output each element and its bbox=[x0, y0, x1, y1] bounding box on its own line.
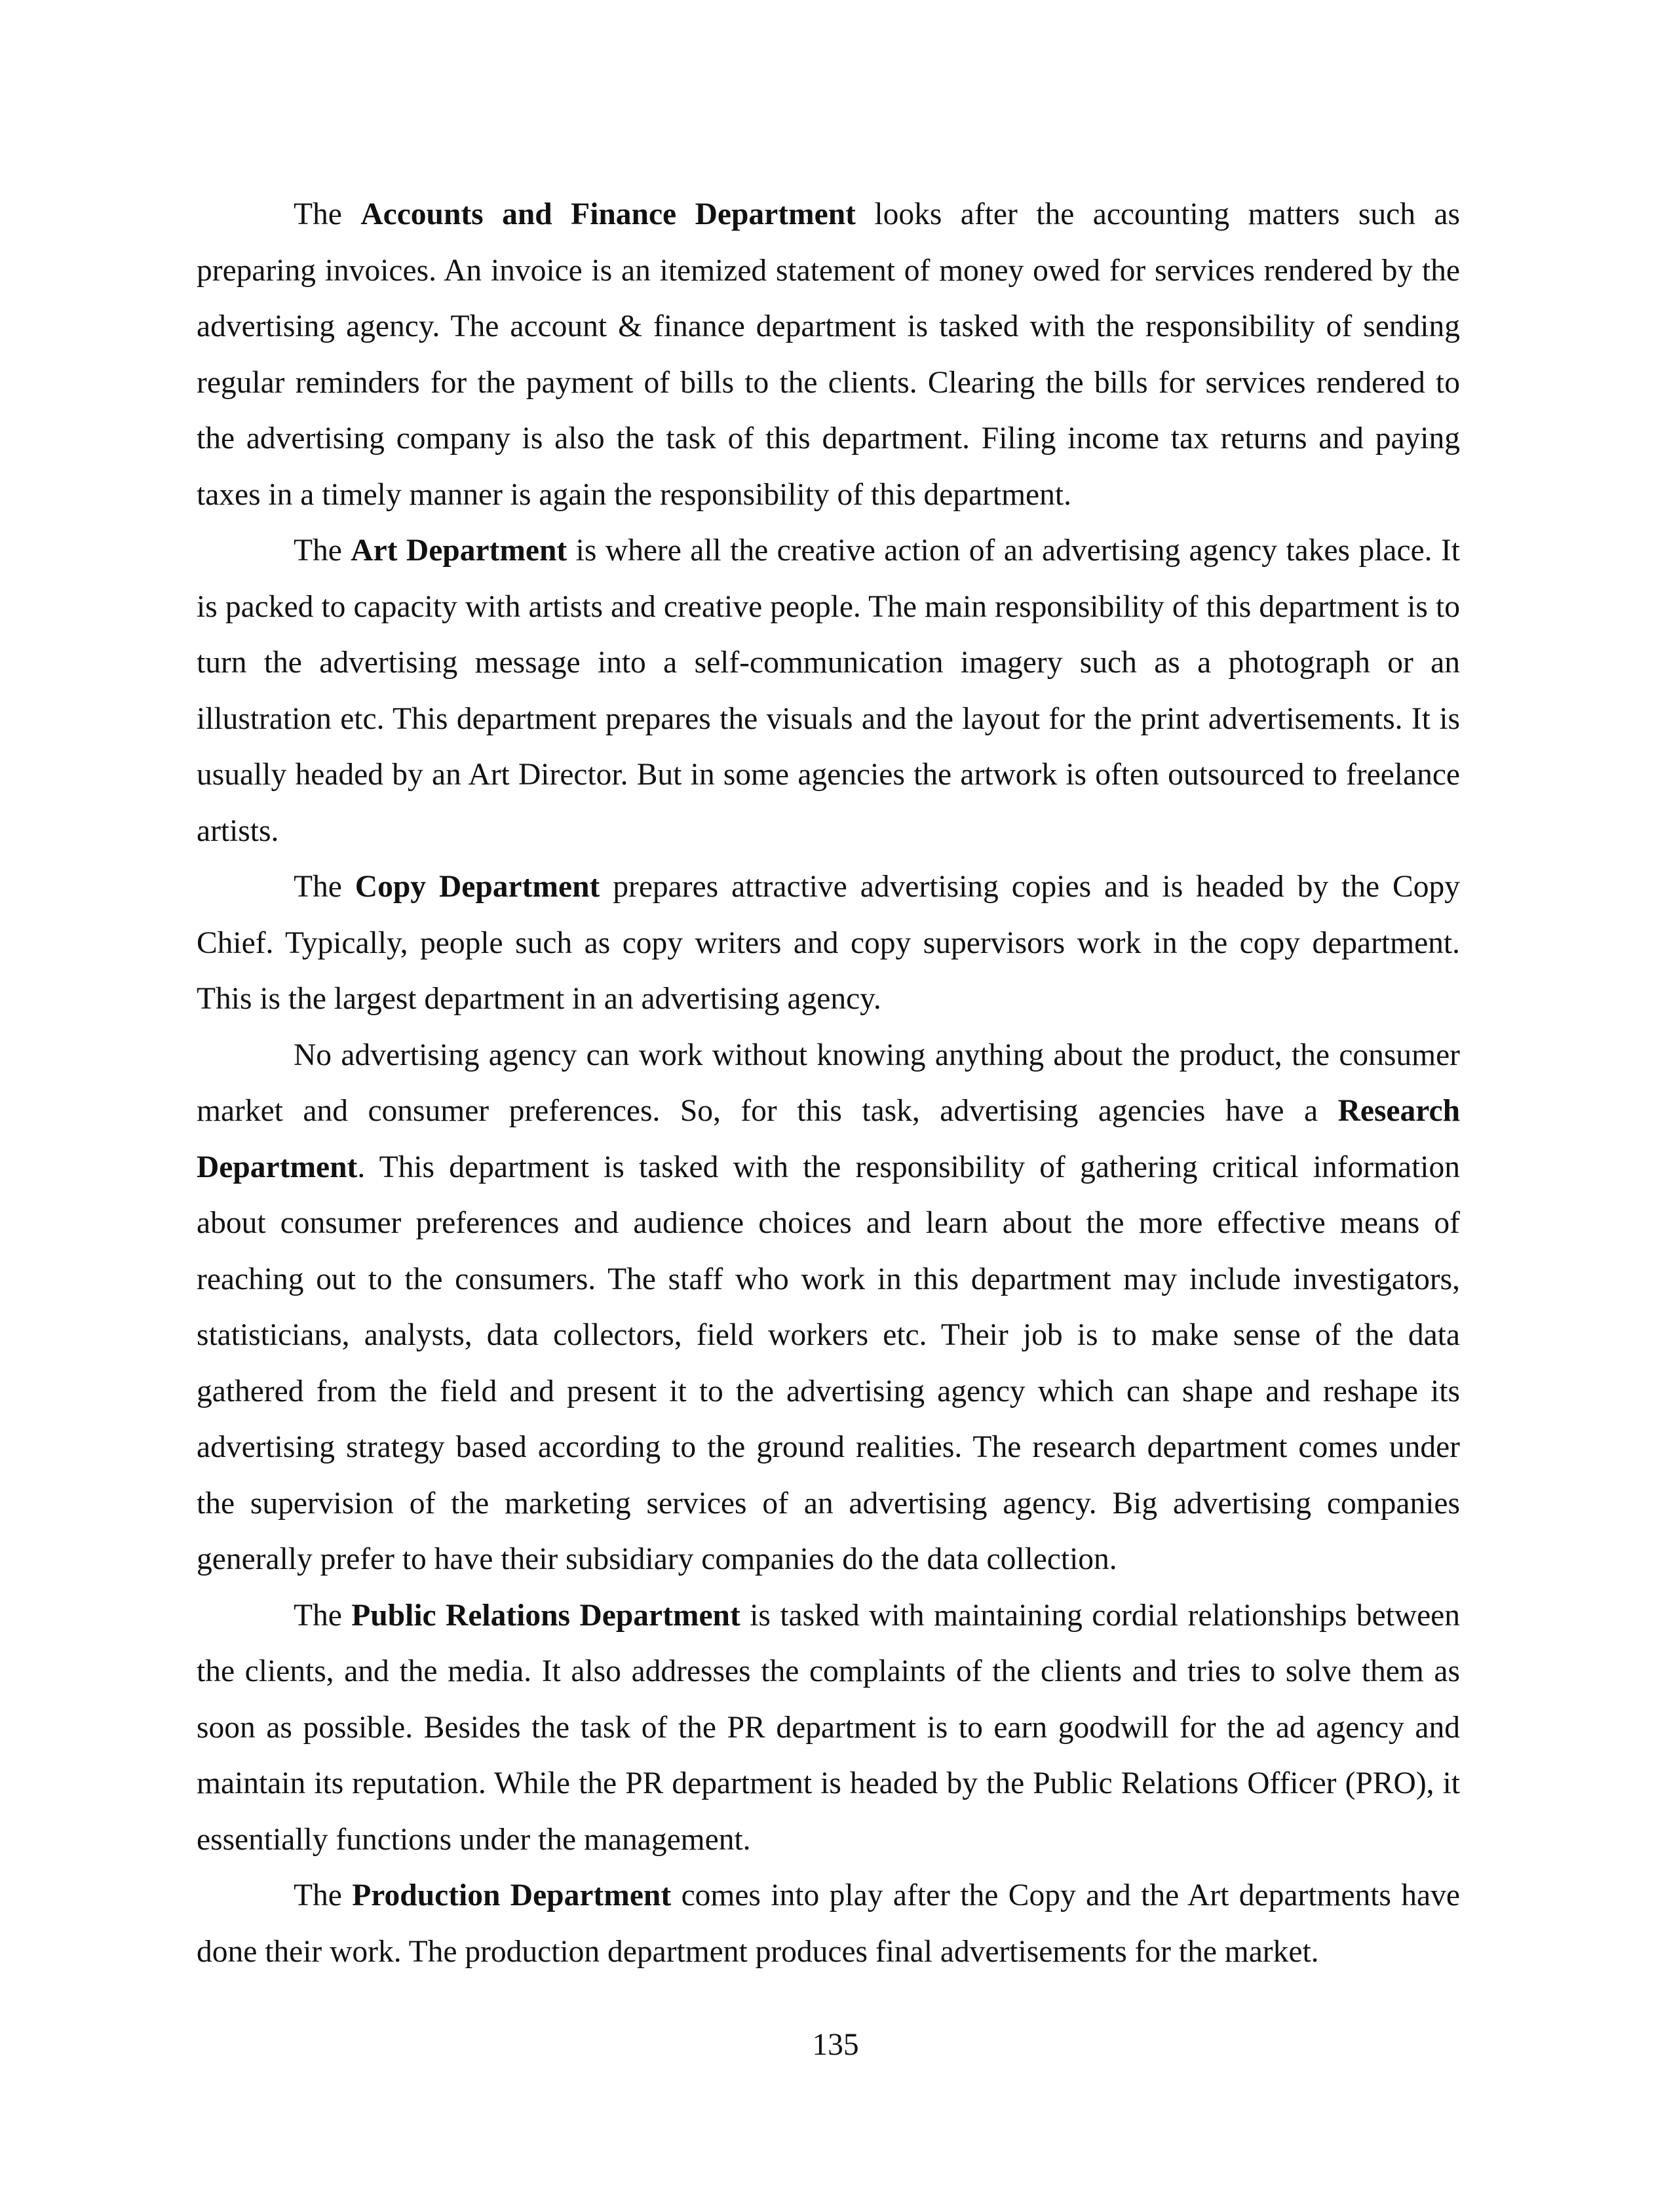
department-term: Research Department bbox=[197, 1094, 1460, 1184]
department-term: Copy Department bbox=[355, 870, 600, 904]
page-body bbox=[197, 187, 1460, 1980]
paragraph-body: prepares attractive advertising copies and is headed by the Copy Chief. Typically, people such as copy writers and copy supervisors work in the copy department. This is the largest department in an advertising agency. bbox=[197, 870, 1460, 1016]
paragraph-body: is where all the creative action of an advertising agency takes place. It is packed to capacity with artists and creative people. The main responsibility of this department is to turn the advertising message into a self-communication imagery such as a photograph or an illustration etc. This department prepares the visuals and the layout for the print advertisements. It is usually headed by an Art Director. But in some agencies the artwork is often outsourced to freelance artists. bbox=[197, 534, 1460, 848]
paragraph-research bbox=[197, 1028, 1460, 1588]
paragraph-lead: The bbox=[294, 534, 351, 568]
paragraph-body: is tasked with maintaining cordial relationships between the clients, and the media. It also addresses the complaints of the clients and tries to solve them as soon as possible. Besides the task of the PR department is to earn goodwill for the ad agency and maintain its reputation. While the PR department is headed by the Public Relations Officer (PRO), it essentially functions under the management. bbox=[197, 1598, 1460, 1857]
paragraph-body: comes into play after the Copy and the Art departments have done their work. The production department produces final advertisements for the market. bbox=[197, 1878, 1460, 1969]
paragraph-lead: The bbox=[294, 870, 355, 904]
department-term: Art Department bbox=[351, 534, 567, 568]
paragraph-copy bbox=[197, 859, 1460, 1028]
paragraph-accounts-finance bbox=[197, 187, 1460, 523]
paragraph-public-relations bbox=[197, 1588, 1460, 1869]
paragraph-body: looks after the accounting matters such as preparing invoices. An invoice is an itemized statement of money owed for services rendered by the advertising agency. The account & finance department is tasked with the responsibility of sending regular reminders for the payment of bills to the clients. Clearing the bills for services rendered to the advertising company is also the task of this department. Filing income tax returns and paying taxes in a timely manner is again the responsibility of this department. bbox=[197, 197, 1460, 512]
department-term: Accounts and Finance Department bbox=[360, 197, 856, 231]
paragraph-lead: The bbox=[294, 1878, 353, 1912]
department-term: Production Department bbox=[352, 1878, 672, 1912]
department-term: Public Relations Department bbox=[351, 1598, 740, 1633]
paragraph-body: . This department is tasked with the responsibility of gathering critical information about consumer preferences and audience choices and learn about the more effective means of reaching out to the consumers. The staff who work in this department may include investigators, statisticians, analysts, data collectors, field workers etc. Their job is to make sense of the data gathered from the field and present it to the advertising agency which can shape and reshape its advertising strategy based according to the ground realities. The research department comes under the supervision of the marketing services of an advertising agency. Big advertising companies generally prefer to have their subsidiary companies do the data collection. bbox=[197, 1150, 1460, 1576]
paragraph-production bbox=[197, 1868, 1460, 1980]
paragraph-art bbox=[197, 523, 1460, 859]
paragraph-lead: The bbox=[294, 197, 361, 231]
paragraph-lead: No advertising agency can work without knowing anything about the product, the consumer market and consumer preferences. So, for this task, advertising agencies have a bbox=[197, 1038, 1460, 1128]
page-number: 135 bbox=[812, 2028, 859, 2062]
paragraph-lead: The bbox=[294, 1598, 352, 1633]
